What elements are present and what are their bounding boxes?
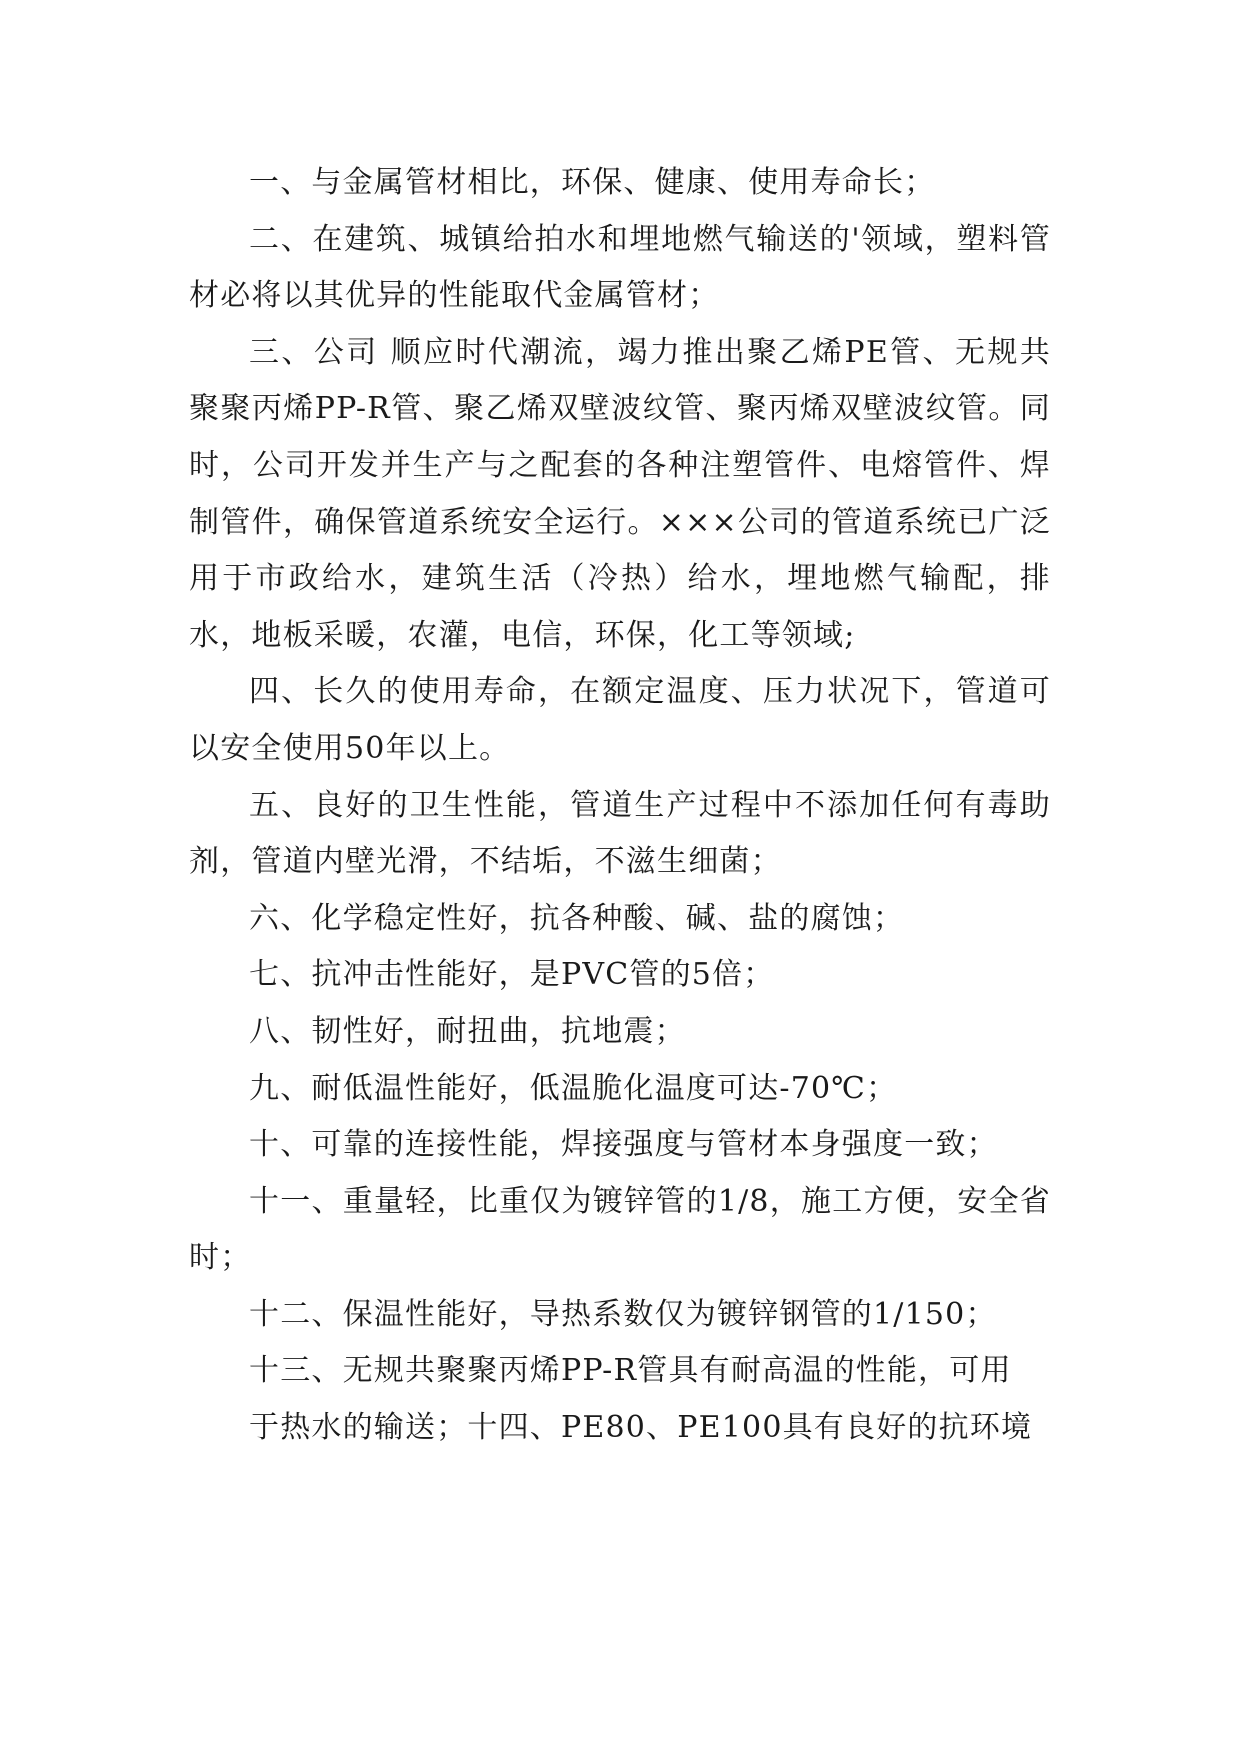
document-body (189, 155, 1051, 1457)
paragraph-4: 四、长久的使用寿命，在额定温度、压力状况下，管道可以安全使用50年以上。 (189, 674, 1051, 766)
paragraph-13: 十三、无规共聚聚丙烯PP-R管具有耐高温的性能，可用 (249, 1353, 1012, 1389)
paragraph-5: 五、良好的卫生性能，管道生产过程中不添加任何有毒助剂，管道内壁光滑，不结垢，不滋生细菌； (189, 787, 1051, 880)
paragraph-2: 二、在建筑、城镇给拍水和埋地燃气输送的'领域，塑料管材必将以其优异的性能取代金属管材； (189, 221, 1051, 314)
paragraph-10: 十、可靠的连接性能，焊接强度与管材本身强度一致； (249, 1127, 998, 1163)
paragraph-9: 九、耐低温性能好，低温脆化温度可达-70℃； (249, 1070, 898, 1106)
paragraph-1: 一、与金属管材相比，环保、健康、使用寿命长； (249, 165, 936, 200)
paragraph-11: 十一、重量轻，比重仅为镀锌管的1/8，施工方便，安全省时； (189, 1183, 1051, 1276)
paragraph-8: 八、韧性好，耐扭曲，抗地震； (249, 1013, 686, 1049)
paragraph-3: 三、公司 顺应时代潮流，竭力推出聚乙烯PE管、无规共聚聚丙烯PP-R管、聚乙烯双壁波纹管、聚丙烯双壁波纹管。同时，公司开发并生产与之配套的各种注塑管件、电熔管件、焊制管件，确保管道系统安全运行。×××公司的管道系统已广泛用于市政给水，建筑生活（冷热）给水，埋地燃气输配，排水，地板采暖，农灌，电信，环保，化工等领域; (189, 334, 1051, 653)
paragraph-12: 十二、保温性能好，导热系数仅为镀锌钢管的1/150； (249, 1296, 997, 1332)
paragraph-6: 六、化学稳定性好，抗各种酸、碱、盐的腐蚀； (249, 900, 905, 936)
paragraph-14: 于热水的输送；十四、PE80、PE100具有良好的抗环境 (249, 1410, 1033, 1446)
paragraph-7: 七、抗冲击性能好，是PVC管的5倍； (249, 957, 775, 993)
